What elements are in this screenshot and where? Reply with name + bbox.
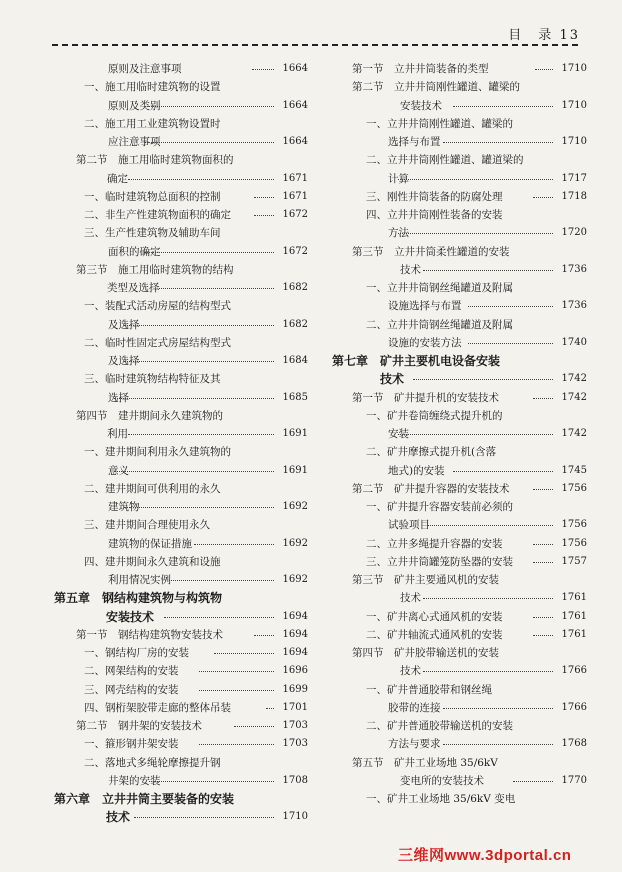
toc-entry-title: 技术 — [400, 263, 421, 276]
toc-entry-title: 二、矿井摩擦式提升机(含落 — [366, 446, 497, 459]
toc-entry-page: 1768 — [561, 738, 587, 750]
toc-entry-title: 试验项目 — [388, 519, 430, 532]
toc-entry — [54, 279, 308, 297]
toc-entry — [330, 352, 587, 370]
dot-leader — [254, 635, 274, 636]
toc-entry — [54, 370, 308, 388]
toc-entry-title: 第一节 矿井提升机的安装技术 — [352, 391, 499, 404]
toc-entry-page: 1742 — [561, 373, 587, 385]
toc-entry — [54, 115, 308, 133]
dot-leader — [423, 598, 553, 599]
toc-entry-page: 1694 — [282, 610, 308, 622]
toc-entry-title: 二、建井期间可供利用的永久 — [84, 482, 221, 495]
dot-leader — [533, 562, 553, 563]
toc-entry — [54, 699, 308, 717]
toc-entry-title: 应注意事项 — [108, 136, 161, 148]
dot-leader — [114, 471, 274, 472]
site-watermark: 三维网www.3dportal.cn — [398, 847, 572, 864]
toc-entry — [54, 60, 308, 78]
toc-entry-page: 1718 — [561, 190, 587, 202]
dot-leader — [194, 544, 274, 545]
dot-leader — [114, 398, 274, 399]
toc-entry-title: 第一节 钢结构建筑物安装技术 — [76, 628, 223, 641]
toc-entry — [330, 389, 587, 407]
toc-entry — [54, 389, 308, 407]
toc-entry-title: 建筑物 — [108, 501, 140, 513]
toc-entry — [54, 188, 308, 206]
toc-entry — [54, 206, 308, 224]
toc-entry-title: 及选择 — [108, 355, 140, 367]
toc-entry-title: 技术 — [400, 665, 421, 678]
toc-entry-title: 第四节 矿井胶带输送机的安装 — [352, 647, 499, 659]
toc-entry-page: 1756 — [561, 519, 587, 531]
toc-entry-page: 1717 — [561, 172, 587, 184]
dot-leader — [533, 544, 553, 545]
toc-entry — [330, 717, 587, 735]
toc-entry — [330, 78, 587, 96]
toc-entry-page: 1761 — [561, 592, 587, 604]
toc-entry-page: 1710 — [561, 63, 587, 74]
toc-entry — [330, 626, 587, 644]
toc-entry-title: 第三节 立井井筒柔性罐道的安装 — [352, 245, 510, 258]
toc-entry-title: 第二节 施工用临时建筑物面积的 — [76, 154, 234, 167]
toc-entry — [54, 316, 308, 334]
toc-entry — [330, 60, 587, 78]
dot-leader — [423, 270, 553, 271]
dot-leader — [413, 379, 553, 380]
dot-leader — [398, 233, 553, 234]
toc-entry-title: 二、矿井轴流式通风机的安装 — [366, 628, 503, 641]
toc-entry — [330, 297, 587, 315]
running-header — [508, 24, 580, 43]
toc-entry — [54, 297, 308, 315]
toc-entry-page: 1682 — [282, 282, 308, 293]
toc-entry-title: 第四节 建井期间永久建筑物的 — [76, 409, 223, 422]
dot-leader — [398, 434, 553, 435]
toc-entry-title: 意义 — [108, 464, 129, 477]
toc-entry — [330, 772, 587, 790]
dot-leader — [453, 106, 553, 107]
toc-entry-title: 技术 — [106, 810, 131, 825]
toc-entry-title: 方法 — [388, 227, 409, 240]
toc-entry-title: 四、钢桁架胶带走廊的整体吊装 — [84, 701, 231, 714]
toc-entry-title: 一、建井期间利用永久建筑物的 — [84, 446, 231, 459]
toc-entry — [330, 553, 587, 571]
toc-entry-page: 1745 — [561, 464, 587, 476]
toc-entry — [330, 425, 587, 443]
toc-entry-page: 1720 — [561, 227, 587, 239]
toc-entry — [54, 498, 308, 516]
toc-entry-page: 1770 — [561, 774, 587, 786]
toc-entry-title: 选择 — [108, 391, 129, 404]
toc-entry-title: 二、矿井普通胶带输送机的安装 — [366, 720, 513, 732]
toc-entry-page: 1691 — [282, 464, 308, 476]
toc-entry — [54, 553, 308, 571]
toc-entry — [330, 170, 587, 188]
toc-entry-page: 1692 — [282, 501, 308, 512]
dot-leader — [468, 306, 553, 307]
toc-entry-page: 1710 — [561, 99, 587, 111]
toc-entry-page: 1710 — [282, 811, 308, 823]
dot-leader — [443, 708, 553, 709]
dot-leader — [149, 781, 274, 782]
toc-entry — [54, 224, 308, 242]
toc-entry — [330, 699, 587, 717]
toc-entry-page: 1756 — [561, 482, 587, 494]
toc-entry — [330, 261, 587, 279]
toc-entry — [330, 754, 587, 772]
toc-entry — [330, 206, 587, 224]
toc-entry-title: 变电所的安装技术 — [400, 774, 484, 787]
toc-entry — [54, 78, 308, 96]
toc-entry-title: 二、立井多绳提升容器的安装 — [366, 537, 503, 550]
toc-entry-title: 第二节 钢井架的安装技术 — [76, 720, 202, 732]
toc-entry-page: 1671 — [282, 172, 308, 184]
toc-entry — [330, 790, 587, 808]
dot-leader — [428, 525, 553, 526]
dot-leader — [124, 325, 274, 326]
toc-entry-title: 类型及选择 — [107, 282, 160, 294]
toc-entry — [330, 735, 587, 753]
dot-leader — [199, 744, 274, 745]
toc-entry-title: 一、钢结构厂房的安装 — [84, 647, 189, 659]
toc-entry-title: 第二节 立井井筒刚性罐道、罐梁的 — [352, 81, 520, 94]
toc-entry-title: 三、生产性建筑物及辅助车间 — [84, 227, 221, 240]
toc-entry-page: 1757 — [561, 555, 587, 567]
toc-entry-page: 1703 — [282, 720, 308, 731]
toc-entry-page: 1740 — [561, 336, 587, 348]
toc-entry-page: 1736 — [561, 263, 587, 275]
dot-leader — [128, 434, 274, 435]
dot-leader — [533, 197, 553, 198]
toc-entry-title: 计算 — [388, 172, 409, 185]
toc-entry — [54, 662, 308, 680]
header-title: 目 录 — [508, 28, 554, 43]
toc-entry — [54, 790, 308, 808]
toc-entry-title: 二、非生产性建筑物面积的确定 — [84, 209, 231, 221]
toc-entry-page: 1694 — [282, 647, 308, 658]
toc-entry — [54, 535, 308, 553]
dot-leader — [124, 361, 274, 362]
toc-entry-title: 三、刚性井筒装备的防腐处理 — [366, 190, 503, 203]
toc-entry-title: 一、临时建筑物总面积的控制 — [84, 190, 221, 203]
toc-entry — [330, 133, 587, 151]
toc-entry-page: 1682 — [282, 318, 308, 330]
toc-entry-title: 一、施工用临时建筑物的设置 — [84, 81, 221, 94]
toc-entry — [330, 443, 587, 461]
dot-leader — [164, 617, 274, 618]
toc-entry-title: 第七章 矿井主要机电设备安装 — [332, 354, 501, 368]
toc-entry-title: 三、建井期间合理使用永久 — [84, 519, 210, 532]
dot-leader — [443, 142, 553, 143]
toc-entry-page: 1742 — [561, 391, 587, 403]
toc-entry — [54, 571, 308, 589]
toc-entry-title: 胶带的连接 — [388, 701, 441, 714]
toc-entry — [54, 681, 308, 699]
dot-leader — [134, 817, 274, 818]
dot-leader — [199, 671, 274, 672]
toc-entry — [54, 243, 308, 261]
dot-leader — [254, 215, 274, 216]
toc-entry-page: 1671 — [282, 190, 308, 202]
toc-entry — [330, 370, 587, 388]
toc-entry-page: 1742 — [561, 428, 587, 439]
toc-entry — [54, 772, 308, 790]
toc-entry-title: 第五节 矿井工业场地 35/6kV — [352, 756, 498, 769]
toc-entry — [54, 407, 308, 425]
toc-entry — [330, 644, 587, 662]
toc-entry-title: 地式)的安装 — [388, 464, 445, 477]
toc-entry-page: 1736 — [561, 300, 587, 312]
toc-entry-page: 1664 — [282, 99, 308, 111]
toc-right-column — [330, 60, 587, 808]
toc-entry — [54, 717, 308, 735]
toc-entry — [330, 462, 587, 480]
toc-entry-title: 安装 — [388, 428, 409, 440]
toc-entry-title: 一、矿井工业场地 35/6kV 变电 — [366, 793, 516, 805]
toc-entry-page: 1710 — [561, 136, 587, 147]
toc-entry-page: 1691 — [282, 428, 308, 439]
toc-entry-page: 1699 — [282, 683, 308, 695]
toc-entry-title: 安装技术 — [106, 609, 155, 624]
dot-leader — [199, 690, 274, 691]
toc-entry — [54, 589, 308, 607]
toc-entry-title: 方法与要求 — [388, 738, 441, 751]
dot-leader — [128, 179, 274, 180]
toc-entry — [54, 516, 308, 534]
toc-entry-title: 三、临时建筑物结构特征及其 — [84, 373, 221, 386]
dot-leader — [443, 744, 553, 745]
toc-entry — [54, 626, 308, 644]
toc-entry — [330, 571, 587, 589]
dot-leader — [533, 617, 553, 618]
dot-leader — [144, 252, 274, 253]
dot-leader — [398, 179, 553, 180]
toc-entry-title: 技术 — [380, 372, 405, 387]
toc-entry — [54, 261, 308, 279]
dot-leader — [533, 489, 553, 490]
toc-entry-title: 确定 — [107, 172, 128, 185]
toc-entry-title: 利用情况实例 — [108, 574, 171, 586]
dot-leader — [144, 142, 274, 143]
toc-entry-title: 一、矿井卷筒缠绕式提升机的 — [366, 409, 503, 422]
toc-entry-title: 二、落地式多绳轮摩擦提升钢 — [84, 756, 221, 769]
toc-entry — [54, 608, 308, 626]
dot-leader — [252, 69, 274, 70]
toc-entry-page: 1672 — [282, 209, 308, 220]
toc-entry — [330, 535, 587, 553]
toc-entry-title: 一、立井井筒刚性罐道、罐梁的 — [366, 117, 513, 130]
toc-entry-title: 四、立井井筒刚性装备的安装 — [366, 209, 503, 221]
toc-entry-title: 第三节 施工用临时建筑物的结构 — [76, 263, 234, 276]
toc-entry-title: 安装技术 — [400, 99, 442, 112]
toc-entry-title: 二、网架结构的安装 — [84, 665, 179, 678]
toc-entry — [54, 754, 308, 772]
toc-entry — [330, 316, 587, 334]
dot-leader — [535, 69, 553, 70]
toc-entry-title: 一、矿井提升容器安装前必须的 — [366, 501, 513, 513]
toc-entry — [330, 407, 587, 425]
toc-entry-title: 三、立井井筒罐笼防坠器的安装 — [366, 555, 513, 568]
toc-entry-title: 一、箍形钢井架安装 — [84, 738, 179, 751]
header-page-number: 13 — [559, 28, 580, 43]
toc-entry — [54, 443, 308, 461]
toc-entry-title: 设施的安装方法 — [388, 336, 462, 349]
toc-entry-title: 四、建井期间永久建筑和设施 — [84, 555, 221, 568]
toc-entry — [330, 608, 587, 626]
toc-entry-title: 第一节 立井井筒装备的类型 — [352, 63, 489, 75]
toc-entry — [330, 224, 587, 242]
toc-entry — [330, 97, 587, 115]
dot-leader — [234, 726, 274, 727]
toc-entry-page: 1756 — [561, 537, 587, 549]
toc-entry — [54, 735, 308, 753]
dot-leader — [423, 671, 553, 672]
toc-entry-page: 1703 — [282, 738, 308, 750]
dot-leader — [468, 343, 553, 344]
toc-entry-title: 第二节 矿井提升容器的安装技术 — [352, 482, 510, 495]
toc-entry-title: 二、施工用工业建筑物设置时 — [84, 117, 221, 130]
dot-leader — [453, 471, 553, 472]
toc-entry-page: 1694 — [282, 628, 308, 640]
toc-entry-title: 第五章 钢结构建筑物与构筑物 — [54, 591, 223, 606]
toc-entry — [330, 498, 587, 516]
toc-entry — [330, 151, 587, 169]
toc-entry-title: 面积的确定 — [108, 245, 161, 258]
toc-entry-page: 1685 — [282, 391, 308, 403]
toc-entry-page: 1692 — [282, 574, 308, 585]
toc-entry — [330, 662, 587, 680]
toc-entry — [330, 516, 587, 534]
dot-leader — [144, 106, 274, 107]
toc-entry-page: 1664 — [282, 63, 308, 74]
toc-entry — [54, 808, 308, 826]
toc-entry-title: 第六章 立井井筒主要装备的安装 — [54, 792, 235, 806]
toc-entry-title: 二、立井井筒钢丝绳罐道及附属 — [366, 318, 513, 331]
dot-leader — [159, 288, 274, 289]
toc-entry — [330, 480, 587, 498]
toc-entry-title: 建筑物的保证措施 — [108, 537, 192, 550]
toc-entry-title: 原则及类别 — [108, 99, 161, 112]
toc-entry-page: 1692 — [282, 537, 308, 549]
toc-entry-title: 原则及注意事项 — [108, 63, 182, 75]
toc-entry-page: 1664 — [282, 136, 308, 147]
dot-leader — [533, 635, 553, 636]
toc-entry-title: 第三节 矿井主要通风机的安装 — [352, 574, 499, 586]
dot-leader — [124, 507, 274, 508]
toc-entry-title: 井架的安装 — [108, 774, 161, 787]
toc-entry — [54, 352, 308, 370]
dot-leader — [266, 708, 274, 709]
toc-entry-title: 一、矿井普通胶带和钢丝绳 — [366, 683, 492, 696]
toc-entry — [330, 681, 587, 699]
toc-entry-title: 利用 — [107, 428, 128, 440]
toc-entry-title: 二、临时性固定式房屋结构型式 — [84, 336, 231, 349]
toc-entry-title: 设施选择与布置 — [388, 300, 462, 313]
dot-leader — [214, 653, 274, 654]
toc-entry-page: 1684 — [282, 355, 308, 366]
toc-entry — [54, 334, 308, 352]
header-rule — [52, 44, 578, 46]
toc-entry — [54, 425, 308, 443]
toc-entry-title: 选择与布置 — [388, 136, 441, 148]
toc-entry — [54, 462, 308, 480]
toc-entry — [54, 133, 308, 151]
dot-leader — [533, 398, 553, 399]
toc-entry-title: 二、立井井筒刚性罐道、罐道梁的 — [366, 154, 524, 167]
toc-entry-title: 技术 — [400, 592, 421, 605]
toc-entry-title: 及选择 — [108, 318, 140, 331]
toc-entry-title: 一、立井井筒钢丝绳罐道及附属 — [366, 282, 513, 294]
toc-entry — [54, 480, 308, 498]
toc-entry — [330, 188, 587, 206]
toc-entry-page: 1696 — [282, 665, 308, 677]
toc-entry-page: 1766 — [561, 665, 587, 677]
toc-entry — [54, 644, 308, 662]
toc-entry — [54, 170, 308, 188]
dot-leader — [169, 580, 274, 581]
toc-entry-page: 1701 — [282, 701, 308, 713]
toc-entry-page: 1766 — [561, 701, 587, 713]
toc-entry-page: 1708 — [282, 774, 308, 786]
dot-leader — [513, 781, 553, 782]
toc-entry — [54, 97, 308, 115]
toc-entry — [330, 243, 587, 261]
toc-entry — [54, 151, 308, 169]
dot-leader — [254, 197, 274, 198]
toc-entry-page: 1672 — [282, 245, 308, 257]
toc-left-column — [54, 60, 308, 827]
toc-entry-page: 1761 — [561, 628, 587, 640]
toc-entry-title: 一、矿井离心式通风机的安装 — [366, 610, 503, 623]
toc-entry-page: 1761 — [561, 610, 587, 622]
toc-entry — [330, 115, 587, 133]
toc-entry-title: 一、装配式活动房屋的结构型式 — [84, 300, 231, 313]
toc-entry — [330, 589, 587, 607]
toc-entry — [330, 334, 587, 352]
toc-entry-title: 三、网壳结构的安装 — [84, 683, 179, 696]
toc-entry — [330, 279, 587, 297]
